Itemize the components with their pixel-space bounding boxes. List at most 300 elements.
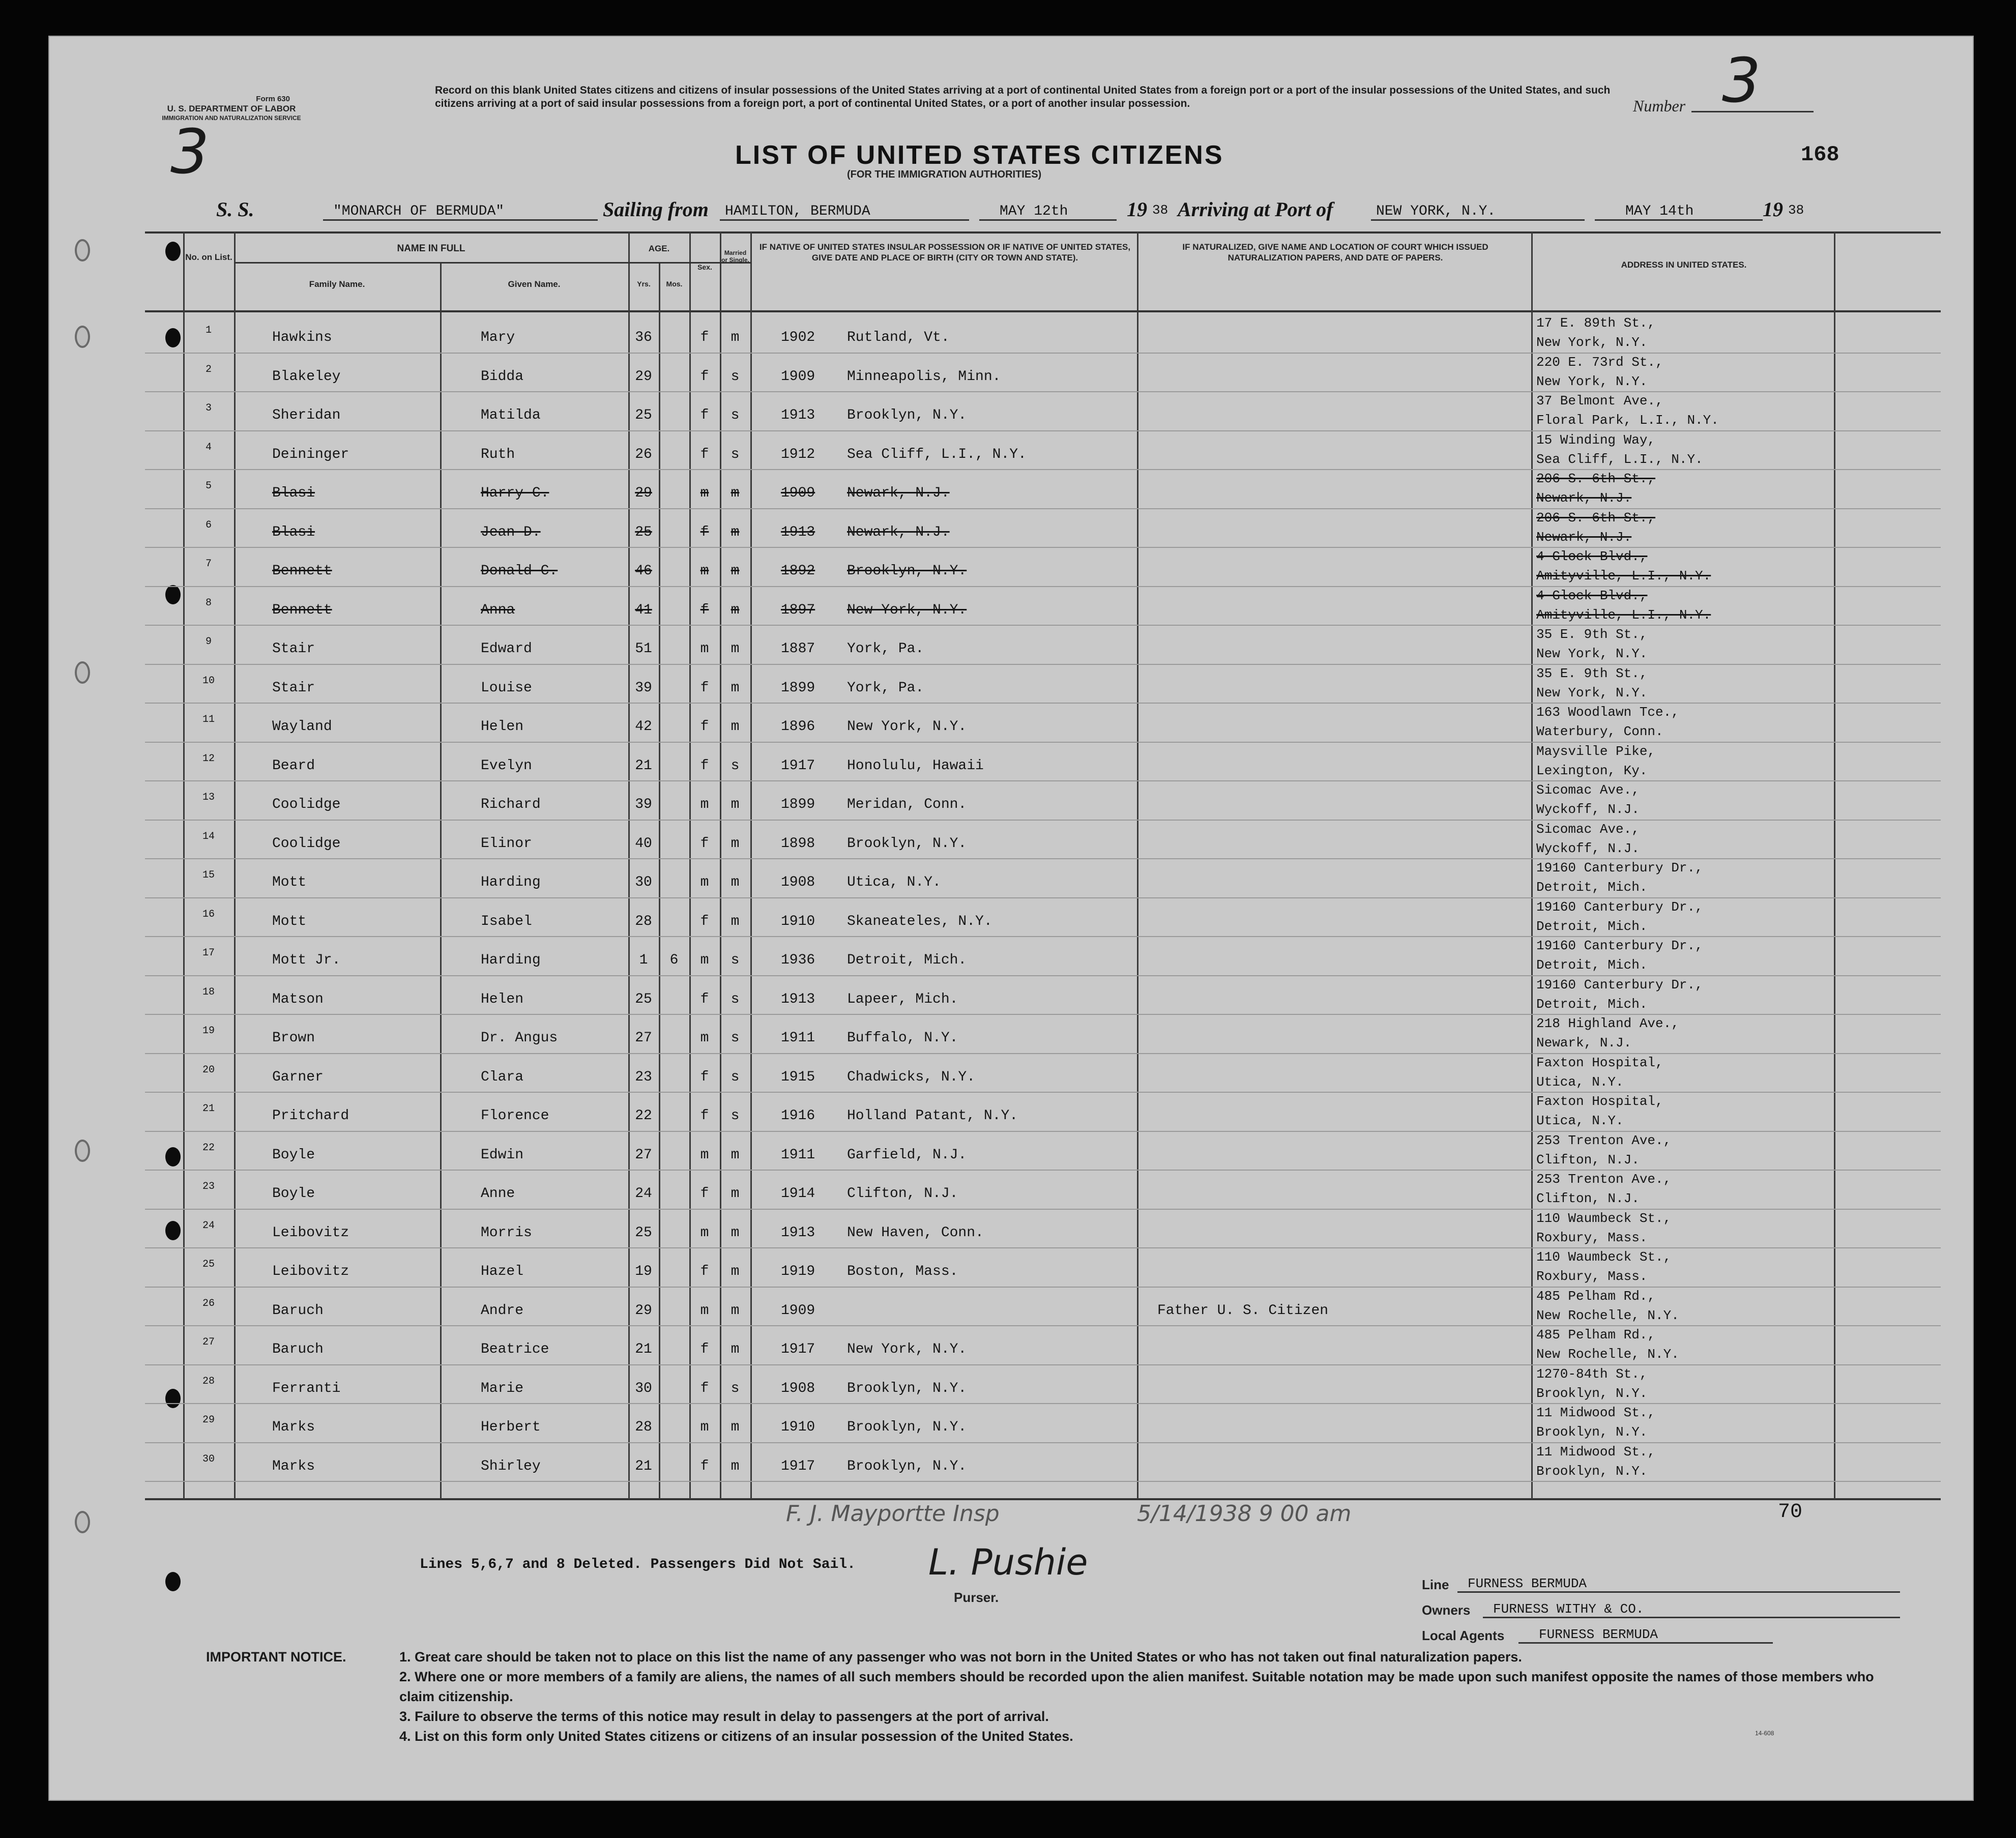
- col-header-given: Given Name.: [508, 279, 561, 289]
- row-number: 3: [205, 402, 212, 414]
- given-name: Marie: [481, 1380, 524, 1396]
- row-number: 14: [202, 830, 215, 842]
- birth-place: Newark, N.J.: [847, 485, 950, 501]
- form-number: Form 630: [256, 95, 290, 103]
- row-rule: [145, 1403, 1941, 1404]
- given-name: Harry C.: [481, 485, 549, 501]
- birth-place: Lapeer, Mich.: [847, 991, 958, 1007]
- handwritten-sheet-number: 3: [170, 117, 210, 188]
- address-street: 35 E. 9th St.,: [1536, 627, 1648, 642]
- owners-value: FURNESS WITHY & CO.: [1483, 1601, 1900, 1618]
- col-divider: [750, 231, 752, 1499]
- notice-item: 2. Where one or more members of a family are aliens, the names of all such members should be recorded upon the alien manifest. Suitable notation may be made upon such manifest opposite the names of those members who claim citizenship.: [399, 1669, 1874, 1704]
- sex: f: [700, 524, 709, 540]
- address-city: New York, N.Y.: [1536, 685, 1648, 701]
- birth-place: York, Pa.: [847, 641, 924, 657]
- address-city: Newark, N.J.: [1536, 529, 1632, 545]
- row-rule: [145, 1442, 1941, 1443]
- col-header-sex: Sex.: [697, 263, 712, 271]
- birth-place: Holland Patant, N.Y.: [847, 1108, 1018, 1124]
- birth-place: Brooklyn, N.Y.: [847, 835, 967, 852]
- punch-hole: [165, 1221, 181, 1240]
- col-header-birth: IF NATIVE OF UNITED STATES INSULAR POSSESSION OR IF NATIVE OF UNITED STATES, GIVE DATE AND PLACE OF BIRTH (CITY OR TOWN AND STATE).: [759, 242, 1131, 262]
- address-city: Detroit, Mich.: [1536, 996, 1648, 1012]
- birth-place: Chadwicks, N.Y.: [847, 1069, 976, 1085]
- address-city: New Rochelle, N.Y.: [1536, 1347, 1679, 1362]
- family-name: Mott Jr.: [272, 952, 341, 968]
- address-street: 220 E. 73rd St.,: [1536, 354, 1663, 370]
- ss-label: S. S.: [216, 198, 254, 221]
- row-rule: [145, 430, 1941, 431]
- address-city: Utica, N.Y.: [1536, 1074, 1624, 1090]
- sex: f: [700, 330, 709, 345]
- intro-text: Record on this blank United States citizens and citizens of insular possessions of the United States arriving at a port of continental United States from a foreign port or a port of the insular possessions of the United States, and such citizens arriving at a port of said insular possessions from a foreign port, a port of continental United States, or a port of another insular possession.: [435, 84, 1611, 109]
- address-street: 485 Pelham Rd.,: [1536, 1327, 1656, 1343]
- birth-year: 1887: [781, 641, 815, 657]
- row-number: 8: [205, 597, 212, 609]
- birth-place: Brooklyn, N.Y.: [847, 407, 967, 423]
- age-years: 28: [635, 1419, 652, 1435]
- marital-status: m: [731, 1264, 740, 1279]
- given-name: Helen: [481, 991, 524, 1007]
- punch-hole: [165, 242, 181, 261]
- agents-value: FURNESS BERMUDA: [1518, 1627, 1773, 1644]
- address-city: Amityville, L.I., N.Y.: [1536, 568, 1711, 584]
- age-years: 19: [635, 1264, 652, 1279]
- address-street: 163 Woodlawn Tce.,: [1536, 705, 1679, 720]
- birth-place: Meridan, Conn.: [847, 797, 967, 812]
- marital-status: m: [731, 680, 740, 696]
- age-years: 26: [635, 446, 652, 462]
- marital-status: m: [731, 1224, 740, 1241]
- marital-status: m: [731, 524, 740, 540]
- given-name: Louise: [481, 680, 532, 696]
- address-city: New Rochelle, N.Y.: [1536, 1307, 1679, 1323]
- notice-item: 3. Failure to observe the terms of this notice may result in delay to passengers at the port of arrival.: [399, 1709, 1049, 1724]
- row-rule: [145, 820, 1941, 821]
- birth-place: Honolulu, Hawaii: [847, 757, 984, 774]
- age-years: 25: [635, 524, 652, 540]
- given-name: Edward: [481, 641, 532, 657]
- family-name: Beard: [272, 757, 315, 774]
- marital-status: m: [731, 1419, 740, 1435]
- arriving-label: Arriving at Port of: [1178, 198, 1333, 221]
- birth-year: 1909: [781, 368, 815, 385]
- address-street: 253 Trenton Ave.,: [1536, 1172, 1672, 1187]
- sex: f: [700, 368, 709, 385]
- sail-date: MAY 12th: [979, 203, 1117, 221]
- birth-place: Utica, N.Y.: [847, 874, 941, 890]
- row-number: 20: [202, 1064, 215, 1076]
- age-years: 28: [635, 913, 652, 929]
- col-header-address: ADDRESS IN UNITED STATES.: [1621, 260, 1747, 270]
- given-name: Richard: [481, 797, 541, 812]
- naturalization: Father U. S. Citizen: [1157, 1302, 1329, 1319]
- col-divider: [659, 262, 660, 1499]
- sail-year: 38: [1152, 202, 1168, 218]
- sex: f: [700, 446, 709, 462]
- family-name: Garner: [272, 1069, 324, 1085]
- address-street: 110 Waumbeck St.,: [1536, 1210, 1672, 1226]
- notice-item: 4. List on this form only United States citizens or citizens of an insular possession of the United States.: [399, 1729, 1073, 1744]
- address-street: Faxton Hospital,: [1536, 1094, 1663, 1109]
- service-name: IMMIGRATION AND NATURALIZATION SERVICE: [162, 114, 301, 122]
- address-city: Wyckoff, N.J.: [1536, 802, 1640, 817]
- marital-status: m: [731, 874, 740, 890]
- marital-status: m: [731, 1341, 740, 1357]
- given-name: Herbert: [481, 1419, 541, 1435]
- page-number: 168: [1801, 142, 1839, 167]
- row-number: 10: [202, 675, 215, 687]
- given-name: Morris: [481, 1224, 532, 1241]
- department-name: U. S. DEPARTMENT OF LABOR: [167, 104, 296, 113]
- col-header-naturalized: IF NATURALIZED, GIVE NAME AND LOCATION OF COURT WHICH ISSUED NATURALIZATION PAPERS, AND DATE OF PAPERS.: [1182, 242, 1488, 262]
- birth-year: 1913: [781, 524, 815, 540]
- birth-place: Sea Cliff, L.I., N.Y.: [847, 446, 1027, 462]
- sex: f: [700, 680, 709, 696]
- address-city: Detroit, Mich.: [1536, 918, 1648, 934]
- row-rule: [145, 547, 1941, 548]
- row-number: 24: [202, 1219, 215, 1232]
- family-name: Matson: [272, 991, 324, 1007]
- address-city: Amityville, L.I., N.Y.: [1536, 607, 1711, 623]
- punch-hole: [165, 1389, 181, 1408]
- row-rule: [145, 1170, 1941, 1171]
- sex: m: [700, 1224, 709, 1241]
- age-years: 27: [635, 1147, 652, 1163]
- col-header-yrs: Yrs.: [637, 280, 651, 288]
- address-street: 4 Glock Blvd.,: [1536, 549, 1648, 564]
- age-years: 1: [639, 952, 648, 968]
- document-subtitle: (FOR THE IMMIGRATION AUTHORITIES): [847, 169, 1042, 180]
- row-number: 21: [202, 1103, 215, 1115]
- given-name: Anna: [481, 602, 515, 618]
- col-divider: [1834, 231, 1835, 1499]
- birth-place: Rutland, Vt.: [847, 330, 950, 345]
- line-value: FURNESS BERMUDA: [1457, 1576, 1900, 1593]
- birth-place: Garfield, N.J.: [847, 1147, 967, 1163]
- row-rule: [145, 1014, 1941, 1015]
- age-years: 21: [635, 1341, 652, 1357]
- sex: f: [700, 757, 709, 774]
- address-city: New York, N.Y.: [1536, 373, 1648, 389]
- binder-ring: [75, 661, 90, 684]
- birth-place: Brooklyn, N.Y.: [847, 1458, 967, 1474]
- family-name: Pritchard: [272, 1108, 349, 1124]
- birth-place: Newark, N.J.: [847, 524, 950, 540]
- line-label: Line: [1422, 1577, 1449, 1592]
- arrival-year: 38: [1788, 202, 1804, 218]
- col-divider: [1137, 231, 1138, 1499]
- given-name: Ruth: [481, 446, 515, 462]
- address-city: Lexington, Ky.: [1536, 763, 1648, 778]
- marital-status: s: [731, 1108, 740, 1124]
- owners-label: Owners: [1422, 1602, 1471, 1618]
- sex: f: [700, 1341, 709, 1357]
- deleted-lines-note: Lines 5,6,7 and 8 Deleted. Passengers Did Not Sail.: [420, 1557, 856, 1572]
- row-rule: [145, 1131, 1941, 1132]
- family-name: Blakeley: [272, 368, 341, 385]
- sex: m: [700, 797, 709, 812]
- row-number: 11: [202, 714, 215, 725]
- marital-status: m: [731, 719, 740, 735]
- sex: m: [700, 641, 709, 657]
- family-name: Leibovitz: [272, 1264, 349, 1279]
- sex: f: [700, 602, 709, 618]
- punch-hole: [165, 328, 181, 347]
- row-number: 28: [202, 1375, 215, 1387]
- marital-status: s: [731, 991, 740, 1007]
- address-city: Brooklyn, N.Y.: [1536, 1424, 1648, 1440]
- address-street: 11 Midwood St.,: [1536, 1444, 1656, 1460]
- address-city: Detroit, Mich.: [1536, 957, 1648, 973]
- row-number: 7: [205, 558, 212, 570]
- row-number: 2: [205, 363, 212, 375]
- given-name: Harding: [481, 952, 541, 968]
- birth-year: 1917: [781, 1341, 815, 1357]
- address-city: Roxbury, Mass.: [1536, 1269, 1648, 1284]
- row-rule: [145, 1209, 1941, 1210]
- marital-status: s: [731, 446, 740, 462]
- row-rule: [145, 1092, 1941, 1093]
- table-header-rule: [145, 310, 1941, 312]
- marital-status: m: [731, 563, 740, 579]
- family-name: Leibovitz: [272, 1224, 349, 1241]
- given-name: Beatrice: [481, 1341, 549, 1357]
- address-city: Roxbury, Mass.: [1536, 1230, 1648, 1245]
- col-header-age: AGE.: [648, 244, 670, 253]
- birth-place: Brooklyn, N.Y.: [847, 563, 967, 579]
- address-city: New York, N.Y.: [1536, 335, 1648, 350]
- address-city: Utica, N.Y.: [1536, 1113, 1624, 1128]
- departure-port: HAMILTON, BERMUDA: [720, 203, 969, 221]
- birth-year: 1909: [781, 1302, 815, 1319]
- row-rule: [145, 1325, 1941, 1326]
- family-name: Baruch: [272, 1341, 324, 1357]
- address-street: 19160 Canterbury Dr.,: [1536, 899, 1703, 915]
- birth-year: 1896: [781, 719, 815, 735]
- table-top-rule: [145, 231, 1941, 234]
- row-number: 4: [205, 441, 212, 453]
- purser-label: Purser.: [954, 1590, 999, 1605]
- row-number: 29: [202, 1414, 215, 1426]
- row-rule: [145, 1247, 1941, 1248]
- address-street: 1270-84th St.,: [1536, 1366, 1648, 1382]
- family-name: Brown: [272, 1030, 315, 1046]
- birth-year: 1917: [781, 1458, 815, 1474]
- family-name: Blasi: [272, 524, 315, 540]
- address-street: 15 Winding Way,: [1536, 432, 1656, 448]
- family-name: Marks: [272, 1458, 315, 1474]
- sex: m: [700, 1419, 709, 1435]
- address-street: 19160 Canterbury Dr.,: [1536, 977, 1703, 993]
- birth-place: Boston, Mass.: [847, 1264, 958, 1279]
- marital-status: m: [731, 1458, 740, 1474]
- sex: f: [700, 1264, 709, 1279]
- marital-status: m: [731, 602, 740, 618]
- row-rule: [145, 1053, 1941, 1054]
- birth-year: 1897: [781, 602, 815, 618]
- binder-ring: [75, 326, 90, 348]
- given-name: Matilda: [481, 407, 541, 423]
- age-years: 27: [635, 1030, 652, 1046]
- birth-year: 1911: [781, 1030, 815, 1046]
- row-number: 16: [202, 908, 215, 920]
- notice-item: 1. Great care should be taken not to place on this list the name of any passenger who was not born in the United States or who has not taken out final naturalization papers.: [399, 1649, 1522, 1665]
- given-name: Helen: [481, 719, 524, 735]
- name-age-subrule: [234, 262, 751, 264]
- birth-place: Buffalo, N.Y.: [847, 1030, 958, 1046]
- row-rule: [145, 353, 1941, 354]
- age-years: 23: [635, 1069, 652, 1085]
- family-name: Coolidge: [272, 797, 341, 812]
- birth-place: Clifton, N.J.: [847, 1186, 958, 1202]
- punch-hole: [165, 1572, 181, 1591]
- row-number: 5: [205, 480, 212, 492]
- row-rule: [145, 975, 1941, 976]
- birth-year: 1892: [781, 563, 815, 579]
- col-header-married: Married or Single.: [721, 249, 749, 264]
- address-street: 206 S. 6th St.,: [1536, 510, 1656, 526]
- row-number: 13: [202, 792, 215, 803]
- address-city: Brooklyn, N.Y.: [1536, 1463, 1648, 1479]
- row-number: 26: [202, 1297, 215, 1309]
- marital-status: m: [731, 1186, 740, 1202]
- age-years: 22: [635, 1108, 652, 1124]
- given-name: Clara: [481, 1069, 524, 1085]
- sail-year-prefix: 19: [1127, 198, 1147, 221]
- family-name: Mott: [272, 874, 307, 890]
- sex: f: [700, 835, 709, 852]
- birth-year: 1913: [781, 1224, 815, 1241]
- arrival-year-prefix: 19: [1763, 198, 1783, 221]
- sex: m: [700, 1147, 709, 1163]
- given-name: Shirley: [481, 1458, 541, 1474]
- sex: m: [700, 1302, 709, 1319]
- address-city: Detroit, Mich.: [1536, 880, 1648, 895]
- row-rule: [145, 936, 1941, 937]
- punch-hole: [165, 1147, 181, 1166]
- family-name: Wayland: [272, 719, 332, 735]
- birth-year: 1917: [781, 757, 815, 774]
- address-street: 19160 Canterbury Dr.,: [1536, 938, 1703, 953]
- family-name: Blasi: [272, 485, 315, 501]
- row-rule: [145, 1287, 1941, 1288]
- birth-place: Brooklyn, N.Y.: [847, 1380, 967, 1396]
- row-number: 6: [205, 519, 212, 531]
- row-number: 19: [202, 1025, 215, 1037]
- birth-place: Detroit, Mich.: [847, 952, 967, 968]
- sex: f: [700, 1186, 709, 1202]
- address-street: 485 Pelham Rd.,: [1536, 1288, 1656, 1304]
- row-rule: [145, 1364, 1941, 1365]
- address-street: 37 Belmont Ave.,: [1536, 393, 1663, 409]
- birth-place: New York, N.Y.: [847, 1341, 967, 1357]
- address-city: Wyckoff, N.J.: [1536, 840, 1640, 856]
- table-bottom-rule: [145, 1498, 1941, 1500]
- address-street: 218 Highland Ave.,: [1536, 1016, 1679, 1031]
- birth-year: 1912: [781, 446, 815, 462]
- sailing-from-label: Sailing from: [603, 198, 709, 221]
- col-divider: [183, 231, 185, 1499]
- age-years: 24: [635, 1186, 652, 1202]
- family-name: Marks: [272, 1419, 315, 1435]
- birth-year: 1899: [781, 797, 815, 812]
- col-divider: [440, 262, 442, 1499]
- family-name: Mott: [272, 913, 307, 929]
- row-number: 27: [202, 1336, 215, 1348]
- sex: f: [700, 1069, 709, 1085]
- address-street: 17 E. 89th St.,: [1536, 315, 1656, 331]
- row-rule: [145, 703, 1941, 704]
- sex: f: [700, 1380, 709, 1396]
- given-name: Elinor: [481, 835, 532, 852]
- sex: f: [700, 719, 709, 735]
- marital-status: m: [731, 1147, 740, 1163]
- marital-status: m: [731, 1302, 740, 1319]
- binder-ring: [75, 1140, 90, 1162]
- marital-status: s: [731, 952, 740, 968]
- marital-status: s: [731, 368, 740, 385]
- marital-status: s: [731, 757, 740, 774]
- sex: m: [700, 485, 709, 501]
- row-number: 9: [205, 636, 212, 648]
- row-rule: [145, 1481, 1941, 1482]
- ship-name: "MONARCH OF BERMUDA": [323, 203, 598, 221]
- given-name: Harding: [481, 874, 541, 890]
- address-city: Waterbury, Conn.: [1536, 724, 1663, 739]
- age-years: 40: [635, 835, 652, 852]
- address-city: Newark, N.J.: [1536, 490, 1632, 506]
- birth-year: 1911: [781, 1147, 815, 1163]
- birth-year: 1908: [781, 874, 815, 890]
- age-years: 30: [635, 1380, 652, 1396]
- family-name: Stair: [272, 680, 315, 696]
- given-name: Donald C.: [481, 563, 558, 579]
- age-years: 25: [635, 991, 652, 1007]
- birth-place: New Haven, Conn.: [847, 1224, 984, 1241]
- marital-status: m: [731, 485, 740, 501]
- sex: m: [700, 563, 709, 579]
- col-divider: [234, 231, 236, 1499]
- given-name: Mary: [481, 330, 515, 345]
- family-name: Boyle: [272, 1147, 315, 1163]
- address-city: Clifton, N.J.: [1536, 1152, 1640, 1168]
- age-years: 21: [635, 757, 652, 774]
- given-name: Edwin: [481, 1147, 524, 1163]
- row-rule: [145, 742, 1941, 743]
- sex: m: [700, 1030, 709, 1046]
- birth-place: New York, N.Y.: [847, 602, 967, 618]
- address-street: Maysville Pike,: [1536, 743, 1656, 759]
- row-number: 30: [202, 1453, 215, 1465]
- family-name: Baruch: [272, 1302, 324, 1319]
- agents-label: Local Agents: [1422, 1628, 1505, 1643]
- family-name: Deininger: [272, 446, 349, 462]
- address-street: 11 Midwood St.,: [1536, 1405, 1656, 1420]
- manifest-page: [48, 36, 1974, 1801]
- birth-year: 1899: [781, 680, 815, 696]
- row-rule: [145, 664, 1941, 665]
- given-name: Anne: [481, 1186, 515, 1202]
- row-rule: [145, 508, 1941, 509]
- marital-status: s: [731, 1380, 740, 1396]
- birth-place: Skaneateles, N.Y.: [847, 913, 992, 929]
- binder-ring: [75, 1511, 90, 1533]
- given-name: Jean D.: [481, 524, 541, 540]
- col-header-mos: Mos.: [666, 280, 683, 288]
- col-header-family: Family Name.: [309, 279, 365, 289]
